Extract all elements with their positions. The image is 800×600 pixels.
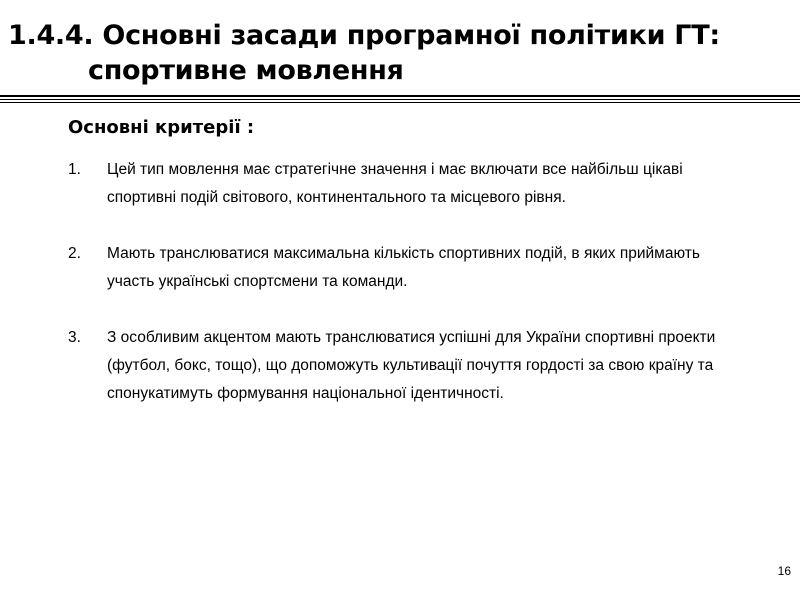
item-number: 1. [68, 161, 81, 178]
item-number: 3. [68, 329, 81, 346]
criteria-list [68, 156, 748, 436]
page-number: 16 [777, 564, 791, 578]
criteria-heading: Основні критерії : [68, 117, 255, 138]
criteria-item [68, 324, 748, 408]
title-line-2: спортивне мовлення [88, 55, 404, 86]
criteria-item [68, 156, 748, 212]
item-number: 2. [68, 245, 81, 262]
item-text: Мають транслюватися максимальна кількість спортивних подій, в яких приймають участь українські спортсмени та команди. [107, 245, 700, 290]
criteria-item [68, 240, 748, 296]
title-divider-thick [0, 95, 800, 97]
title-line-1: 1.4.4. Основні засади програмної політики ГТ: [8, 20, 720, 51]
item-text: Цей тип мовлення має стратегічне значення і має включати все найбільш цікаві спортивні подій світового, континентального та місцевого рівня. [107, 161, 683, 206]
slide-title [8, 18, 788, 88]
item-text: З особливим акцентом мають транслюватися успішні для України спортивні проекти (футбол, бокс, тощо), що допоможуть культивації почуття гордості за свою країну та спонукатимуть формування національної ідентичності. [107, 329, 716, 402]
title-divider-thin [0, 102, 800, 103]
title-divider-thin [0, 99, 800, 100]
